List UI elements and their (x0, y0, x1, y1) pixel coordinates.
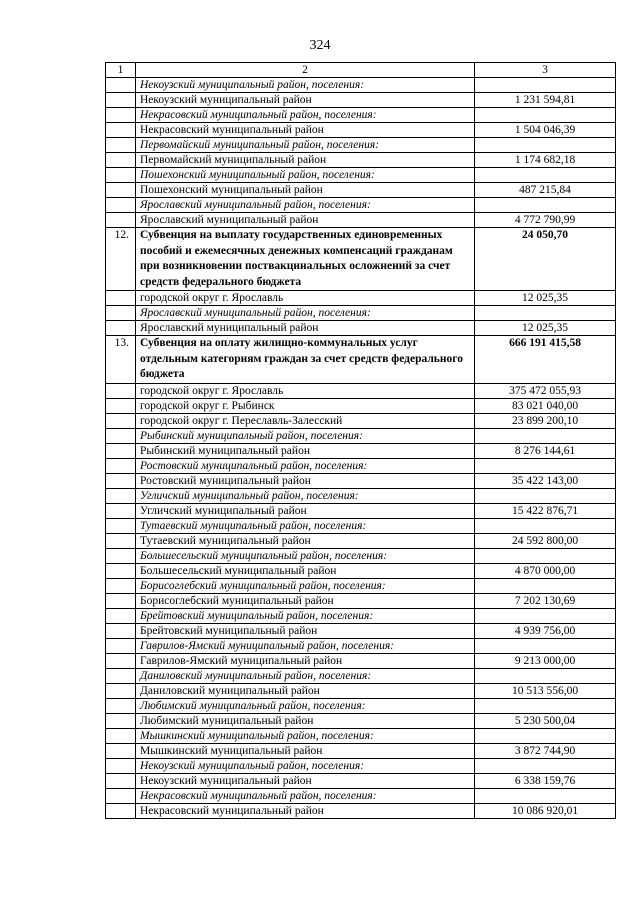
row-name-cell: городской округ г. Переславль-Залесский (136, 413, 475, 428)
group-heading-row (106, 578, 616, 593)
row-number-cell (106, 653, 136, 668)
row-name-cell: Рыбинский муниципальный район, поселения: (136, 428, 475, 443)
row-amount-cell (475, 108, 616, 123)
row-number-cell: 13. (106, 336, 136, 384)
group-heading-row (106, 306, 616, 321)
table-body (106, 78, 616, 819)
group-heading-row (106, 108, 616, 123)
row-number-cell (106, 78, 136, 93)
row-amount-cell: 1 231 594,81 (475, 93, 616, 108)
row-amount-cell: 15 422 876,71 (475, 503, 616, 518)
row-name-cell: Любимский муниципальный район (136, 713, 475, 728)
row-number-cell (106, 123, 136, 138)
table-row (106, 473, 616, 488)
row-amount-cell: 4 772 790,99 (475, 213, 616, 228)
row-number-cell (106, 503, 136, 518)
row-name-cell: Брейтовский муниципальный район, поселения: (136, 608, 475, 623)
row-amount-cell: 9 213 000,00 (475, 653, 616, 668)
column-header-amount: 3 (475, 63, 616, 78)
group-heading-row (106, 428, 616, 443)
group-heading-row (106, 638, 616, 653)
table-row (106, 413, 616, 428)
row-number-cell (106, 683, 136, 698)
row-name-cell: городской округ г. Ярославль (136, 291, 475, 306)
page-number: 324 (309, 38, 331, 53)
row-number-cell (106, 93, 136, 108)
row-name-cell: Рыбинский муниципальный район (136, 443, 475, 458)
table-row (106, 183, 616, 198)
row-number-cell (106, 518, 136, 533)
row-name-cell: Борисоглебский муниципальный район, поселения: (136, 578, 475, 593)
row-amount-cell: 8 276 144,61 (475, 443, 616, 458)
row-number-cell (106, 608, 136, 623)
row-name-cell: Угличский муниципальный район (136, 503, 475, 518)
row-name-cell: Тутаевский муниципальный район (136, 533, 475, 548)
row-name-cell: Первомайский муниципальный район, поселения: (136, 138, 475, 153)
row-amount-cell: 35 422 143,00 (475, 473, 616, 488)
group-heading-row (106, 548, 616, 563)
row-amount-cell: 24 592 800,00 (475, 533, 616, 548)
row-number-cell (106, 443, 136, 458)
row-number-cell (106, 623, 136, 638)
row-amount-cell (475, 758, 616, 773)
row-amount-cell (475, 138, 616, 153)
table-row (106, 743, 616, 758)
table-row (106, 533, 616, 548)
row-number-cell (106, 138, 136, 153)
subsidy-row (106, 336, 616, 384)
table-row (106, 563, 616, 578)
group-heading-row (106, 788, 616, 803)
row-amount-cell (475, 608, 616, 623)
row-name-cell: Ярославский муниципальный район, поселения: (136, 306, 475, 321)
group-heading-row (106, 608, 616, 623)
row-number-cell (106, 183, 136, 198)
row-name-cell: Даниловский муниципальный район, поселения: (136, 668, 475, 683)
row-amount-cell (475, 548, 616, 563)
table-header-row (106, 63, 616, 78)
row-name-cell: Некоузский муниципальный район (136, 773, 475, 788)
row-name-cell: Субвенция на выплату государственных единовременных пособий и ежемесячных денежных компенсаций гражданам при возникновении поствакцинальных осложнений за счет средств федерального бюджета (136, 228, 475, 291)
row-amount-cell: 23 899 200,10 (475, 413, 616, 428)
table-row (106, 713, 616, 728)
row-name-cell: Тутаевский муниципальный район, поселения: (136, 518, 475, 533)
row-number-cell (106, 533, 136, 548)
row-number-cell (106, 413, 136, 428)
row-amount-cell (475, 488, 616, 503)
row-amount-cell (475, 578, 616, 593)
row-amount-cell (475, 168, 616, 183)
row-amount-cell: 375 472 055,93 (475, 383, 616, 398)
group-heading-row (106, 728, 616, 743)
row-amount-cell: 12 025,35 (475, 291, 616, 306)
row-name-cell: Большесельский муниципальный район (136, 563, 475, 578)
row-number-cell (106, 398, 136, 413)
row-name-cell: Гаврилов-Ямский муниципальный район (136, 653, 475, 668)
row-amount-cell: 83 021 040,00 (475, 398, 616, 413)
row-amount-cell (475, 788, 616, 803)
row-amount-cell (475, 78, 616, 93)
row-name-cell: Пошехонский муниципальный район, поселения: (136, 168, 475, 183)
row-amount-cell (475, 198, 616, 213)
table-row (106, 503, 616, 518)
row-number-cell (106, 578, 136, 593)
table-row (106, 291, 616, 306)
row-amount-cell (475, 306, 616, 321)
subsidy-row (106, 228, 616, 291)
table-row (106, 93, 616, 108)
row-amount-cell: 3 872 744,90 (475, 743, 616, 758)
row-number-cell (106, 198, 136, 213)
row-amount-cell: 12 025,35 (475, 321, 616, 336)
row-name-cell: Некоузский муниципальный район, поселения: (136, 78, 475, 93)
row-number-cell (106, 548, 136, 563)
row-name-cell: Субвенция на оплату жилищно-коммунальных услуг отдельным категориям граждан за счет средств федерального бюджета (136, 336, 475, 384)
group-heading-row (106, 518, 616, 533)
row-amount-cell: 487 215,84 (475, 183, 616, 198)
row-number-cell (106, 788, 136, 803)
table-row (106, 653, 616, 668)
row-amount-cell: 666 191 415,58 (475, 336, 616, 384)
row-amount-cell (475, 668, 616, 683)
table-row (106, 593, 616, 608)
group-heading-row (106, 168, 616, 183)
row-number-cell (106, 291, 136, 306)
row-name-cell: Мышкинский муниципальный район, поселения: (136, 728, 475, 743)
row-amount-cell (475, 698, 616, 713)
group-heading-row (106, 698, 616, 713)
group-heading-row (106, 758, 616, 773)
table-row (106, 623, 616, 638)
row-name-cell: Большесельский муниципальный район, поселения: (136, 548, 475, 563)
row-amount-cell: 24 050,70 (475, 228, 616, 291)
row-amount-cell: 7 202 130,69 (475, 593, 616, 608)
row-number-cell (106, 321, 136, 336)
row-number-cell (106, 743, 136, 758)
table-row (106, 803, 616, 818)
row-number-cell (106, 773, 136, 788)
row-number-cell (106, 213, 136, 228)
row-name-cell: Ярославский муниципальный район (136, 321, 475, 336)
row-number-cell (106, 563, 136, 578)
row-name-cell: Некоузский муниципальный район, поселения: (136, 758, 475, 773)
row-name-cell: Брейтовский муниципальный район (136, 623, 475, 638)
row-amount-cell (475, 458, 616, 473)
row-amount-cell (475, 728, 616, 743)
row-number-cell (106, 728, 136, 743)
row-number-cell (106, 108, 136, 123)
row-name-cell: Любимский муниципальный район, поселения: (136, 698, 475, 713)
column-header-number: 1 (106, 63, 136, 78)
row-name-cell: Гаврилов-Ямский муниципальный район, поселения: (136, 638, 475, 653)
row-number-cell: 12. (106, 228, 136, 291)
column-header-name: 2 (136, 63, 475, 78)
row-amount-cell (475, 428, 616, 443)
row-name-cell: Ярославский муниципальный район (136, 213, 475, 228)
row-amount-cell: 5 230 500,04 (475, 713, 616, 728)
row-number-cell (106, 698, 136, 713)
row-number-cell (106, 473, 136, 488)
row-name-cell: Некрасовский муниципальный район, поселения: (136, 788, 475, 803)
row-name-cell: Ростовский муниципальный район (136, 473, 475, 488)
row-number-cell (106, 488, 136, 503)
row-name-cell: Мышкинский муниципальный район (136, 743, 475, 758)
row-number-cell (106, 803, 136, 818)
table-row (106, 443, 616, 458)
row-name-cell: Некоузский муниципальный район (136, 93, 475, 108)
table-row (106, 321, 616, 336)
group-heading-row (106, 458, 616, 473)
group-heading-row (106, 488, 616, 503)
row-name-cell: Ярославский муниципальный район, поселения: (136, 198, 475, 213)
row-amount-cell (475, 518, 616, 533)
row-name-cell: Борисоглебский муниципальный район (136, 593, 475, 608)
group-heading-row (106, 78, 616, 93)
table-row (106, 383, 616, 398)
table-row (106, 683, 616, 698)
row-number-cell (106, 668, 136, 683)
row-name-cell: Ростовский муниципальный район, поселения: (136, 458, 475, 473)
group-heading-row (106, 668, 616, 683)
row-name-cell: Первомайский муниципальный район (136, 153, 475, 168)
row-number-cell (106, 428, 136, 443)
row-name-cell: Некрасовский муниципальный район (136, 123, 475, 138)
row-amount-cell: 4 939 756,00 (475, 623, 616, 638)
row-name-cell: городской округ г. Рыбинск (136, 398, 475, 413)
table-row (106, 123, 616, 138)
table-row (106, 398, 616, 413)
row-number-cell (106, 168, 136, 183)
row-amount-cell (475, 638, 616, 653)
group-heading-row (106, 198, 616, 213)
row-number-cell (106, 153, 136, 168)
group-heading-row (106, 138, 616, 153)
row-name-cell: Некрасовский муниципальный район (136, 803, 475, 818)
table-row (106, 773, 616, 788)
row-name-cell: городской округ г. Ярославль (136, 383, 475, 398)
row-number-cell (106, 383, 136, 398)
row-number-cell (106, 713, 136, 728)
budget-table (105, 62, 616, 819)
table-row (106, 153, 616, 168)
row-number-cell (106, 593, 136, 608)
row-amount-cell: 10 513 556,00 (475, 683, 616, 698)
row-amount-cell: 1 504 046,39 (475, 123, 616, 138)
row-number-cell (106, 638, 136, 653)
row-number-cell (106, 458, 136, 473)
row-name-cell: Пошехонский муниципальный район (136, 183, 475, 198)
row-amount-cell: 1 174 682,18 (475, 153, 616, 168)
row-amount-cell: 4 870 000,00 (475, 563, 616, 578)
row-amount-cell: 6 338 159,76 (475, 773, 616, 788)
row-number-cell (106, 758, 136, 773)
row-number-cell (106, 306, 136, 321)
row-name-cell: Угличский муниципальный район, поселения: (136, 488, 475, 503)
row-amount-cell: 10 086 920,01 (475, 803, 616, 818)
row-name-cell: Некрасовский муниципальный район, поселения: (136, 108, 475, 123)
table-row (106, 213, 616, 228)
row-name-cell: Даниловский муниципальный район (136, 683, 475, 698)
